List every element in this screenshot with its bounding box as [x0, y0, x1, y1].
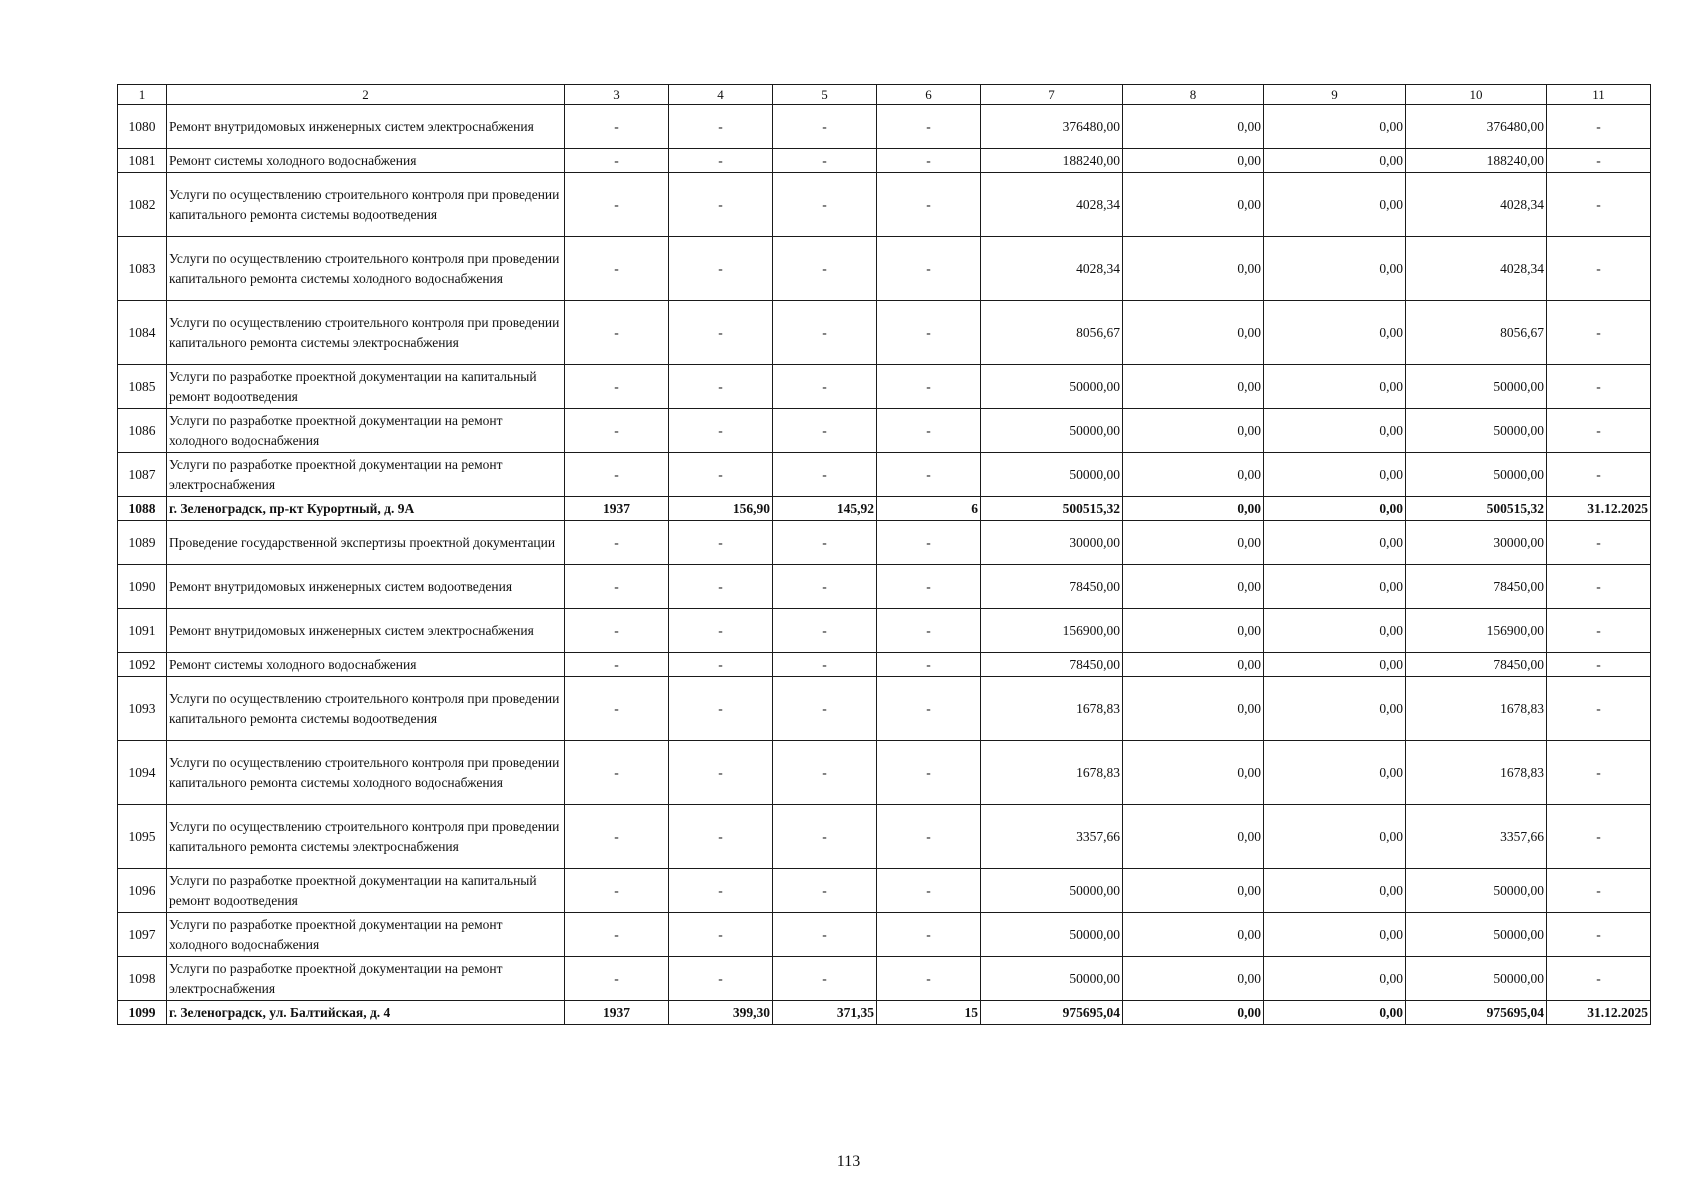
table-cell-col3: -	[565, 957, 669, 1001]
table-cell-col11: -	[1547, 453, 1651, 497]
table-cell-col7: 50000,00	[981, 913, 1123, 957]
table-cell-col7: 1678,83	[981, 677, 1123, 741]
table-cell-col6: 6	[877, 497, 981, 521]
table-cell-col1: 1090	[118, 565, 167, 609]
table-cell-col4: -	[669, 301, 773, 365]
table-cell-col10: 50000,00	[1406, 365, 1547, 409]
table-cell-col3: -	[565, 565, 669, 609]
table-cell-col7: 500515,32	[981, 497, 1123, 521]
col-header: 1	[118, 85, 167, 105]
table-cell-col5: -	[773, 609, 877, 653]
table-cell-col8: 0,00	[1123, 497, 1264, 521]
table-cell-col10: 4028,34	[1406, 173, 1547, 237]
table-cell-col3: -	[565, 149, 669, 173]
table-row	[118, 301, 1651, 365]
table-row	[118, 957, 1651, 1001]
table-cell-col3: -	[565, 913, 669, 957]
table-cell-col7: 8056,67	[981, 301, 1123, 365]
table-cell-col9: 0,00	[1264, 365, 1406, 409]
table-cell-col5: -	[773, 653, 877, 677]
table-row	[118, 741, 1651, 805]
table-cell-col1: 1094	[118, 741, 167, 805]
table-cell-col8: 0,00	[1123, 913, 1264, 957]
table-cell-col1: 1098	[118, 957, 167, 1001]
table-cell-col2: Услуги по осуществлению строительного контроля при проведении капитального ремонта системы водоотведения	[167, 677, 565, 741]
table-cell-col5: -	[773, 805, 877, 869]
table-cell-col4: -	[669, 653, 773, 677]
table-cell-col10: 3357,66	[1406, 805, 1547, 869]
table-cell-col7: 1678,83	[981, 741, 1123, 805]
table-cell-col7: 4028,34	[981, 173, 1123, 237]
col-header: 10	[1406, 85, 1547, 105]
table-row	[118, 149, 1651, 173]
table-cell-col3: -	[565, 173, 669, 237]
table-cell-col2: г. Зеленоградск, пр-кт Курортный, д. 9А	[167, 497, 565, 521]
table-cell-col3: -	[565, 365, 669, 409]
table-row	[118, 453, 1651, 497]
table-cell-col8: 0,00	[1123, 237, 1264, 301]
table-cell-col5: 371,35	[773, 1001, 877, 1025]
table-cell-col4: -	[669, 741, 773, 805]
table-cell-col5: -	[773, 453, 877, 497]
table-cell-col9: 0,00	[1264, 237, 1406, 301]
table-cell-col6: -	[877, 869, 981, 913]
table-cell-col1: 1099	[118, 1001, 167, 1025]
table-cell-col11: -	[1547, 565, 1651, 609]
table-cell-col11: -	[1547, 105, 1651, 149]
table-cell-col3: -	[565, 653, 669, 677]
table-cell-col8: 0,00	[1123, 957, 1264, 1001]
table-cell-col1: 1081	[118, 149, 167, 173]
table-cell-col4: -	[669, 105, 773, 149]
table-row	[118, 565, 1651, 609]
col-header: 8	[1123, 85, 1264, 105]
table-row	[118, 173, 1651, 237]
table-cell-col7: 3357,66	[981, 805, 1123, 869]
table-cell-col1: 1097	[118, 913, 167, 957]
table-cell-col8: 0,00	[1123, 105, 1264, 149]
table-cell-col9: 0,00	[1264, 869, 1406, 913]
table-cell-col10: 1678,83	[1406, 677, 1547, 741]
table-cell-col1: 1091	[118, 609, 167, 653]
table-cell-col1: 1089	[118, 521, 167, 565]
table-row	[118, 653, 1651, 677]
col-header: 11	[1547, 85, 1651, 105]
table-cell-col8: 0,00	[1123, 409, 1264, 453]
table-cell-col10: 30000,00	[1406, 521, 1547, 565]
table-cell-col4: -	[669, 365, 773, 409]
table-cell-col9: 0,00	[1264, 677, 1406, 741]
col-header: 5	[773, 85, 877, 105]
table-row	[118, 365, 1651, 409]
table-cell-col9: 0,00	[1264, 565, 1406, 609]
table-cell-col11: 31.12.2025	[1547, 1001, 1651, 1025]
table-cell-col1: 1092	[118, 653, 167, 677]
table-cell-col8: 0,00	[1123, 565, 1264, 609]
table-cell-col11: -	[1547, 913, 1651, 957]
table-cell-col11: -	[1547, 409, 1651, 453]
table-cell-col10: 975695,04	[1406, 1001, 1547, 1025]
table-cell-col5: -	[773, 105, 877, 149]
table-cell-col4: -	[669, 805, 773, 869]
table-cell-col6: -	[877, 805, 981, 869]
table-cell-col3: -	[565, 869, 669, 913]
table-cell-col2: Услуги по разработке проектной документации на ремонт электроснабжения	[167, 453, 565, 497]
table-row	[118, 913, 1651, 957]
table-cell-col7: 50000,00	[981, 365, 1123, 409]
table-cell-col5: -	[773, 869, 877, 913]
table-cell-col6: -	[877, 741, 981, 805]
table-cell-col2: Ремонт внутридомовых инженерных систем электроснабжения	[167, 105, 565, 149]
table-cell-col1: 1086	[118, 409, 167, 453]
table-cell-col7: 30000,00	[981, 521, 1123, 565]
table-cell-col9: 0,00	[1264, 301, 1406, 365]
table-cell-col10: 50000,00	[1406, 453, 1547, 497]
table-cell-col5: -	[773, 173, 877, 237]
table-cell-col5: 145,92	[773, 497, 877, 521]
col-header: 2	[167, 85, 565, 105]
table-cell-col9: 0,00	[1264, 409, 1406, 453]
table-cell-col6: -	[877, 565, 981, 609]
table-cell-col4: -	[669, 173, 773, 237]
table-cell-col7: 975695,04	[981, 1001, 1123, 1025]
table-row	[118, 869, 1651, 913]
table-cell-col10: 156900,00	[1406, 609, 1547, 653]
table-cell-col3: -	[565, 677, 669, 741]
table-row	[118, 237, 1651, 301]
table-cell-col4: -	[669, 677, 773, 741]
table-row	[118, 409, 1651, 453]
table-cell-col4: -	[669, 453, 773, 497]
table-cell-col3: -	[565, 521, 669, 565]
table-cell-col6: -	[877, 149, 981, 173]
table-cell-col5: -	[773, 957, 877, 1001]
table-cell-col7: 188240,00	[981, 149, 1123, 173]
table-cell-col5: -	[773, 913, 877, 957]
table-cell-col2: Ремонт внутридомовых инженерных систем электроснабжения	[167, 609, 565, 653]
table-cell-col11: -	[1547, 301, 1651, 365]
table-row	[118, 805, 1651, 869]
table-cell-col11: -	[1547, 677, 1651, 741]
table-cell-col2: Услуги по осуществлению строительного контроля при проведении капитального ремонта системы электроснабжения	[167, 805, 565, 869]
table-cell-col9: 0,00	[1264, 653, 1406, 677]
table-cell-col1: 1083	[118, 237, 167, 301]
table-row	[118, 677, 1651, 741]
table-cell-col7: 78450,00	[981, 565, 1123, 609]
table-cell-col9: 0,00	[1264, 805, 1406, 869]
table-cell-col6: -	[877, 677, 981, 741]
table-cell-col10: 500515,32	[1406, 497, 1547, 521]
table-cell-col11: -	[1547, 609, 1651, 653]
table-cell-col11: -	[1547, 149, 1651, 173]
table-cell-col9: 0,00	[1264, 1001, 1406, 1025]
table-cell-col1: 1085	[118, 365, 167, 409]
table-cell-col9: 0,00	[1264, 105, 1406, 149]
table-cell-col8: 0,00	[1123, 869, 1264, 913]
table-cell-col2: г. Зеленоградск, ул. Балтийская, д. 4	[167, 1001, 565, 1025]
col-header: 4	[669, 85, 773, 105]
table-cell-col9: 0,00	[1264, 913, 1406, 957]
table-cell-col5: -	[773, 237, 877, 301]
table-cell-col11: -	[1547, 365, 1651, 409]
table-cell-col7: 4028,34	[981, 237, 1123, 301]
data-table	[117, 84, 1651, 1025]
table-cell-col6: -	[877, 237, 981, 301]
table-cell-col8: 0,00	[1123, 805, 1264, 869]
table-cell-col8: 0,00	[1123, 365, 1264, 409]
table-cell-col2: Услуги по разработке проектной документации на ремонт электроснабжения	[167, 957, 565, 1001]
table-cell-col4: -	[669, 149, 773, 173]
table-cell-col3: -	[565, 237, 669, 301]
table-cell-col11: -	[1547, 173, 1651, 237]
table-cell-col2: Ремонт внутридомовых инженерных систем водоотведения	[167, 565, 565, 609]
table-cell-col9: 0,00	[1264, 521, 1406, 565]
table-cell-col1: 1093	[118, 677, 167, 741]
table-row	[118, 521, 1651, 565]
table-cell-col4: -	[669, 609, 773, 653]
table-cell-col3: 1937	[565, 1001, 669, 1025]
table-cell-col2: Ремонт системы холодного водоснабжения	[167, 149, 565, 173]
table-cell-col8: 0,00	[1123, 741, 1264, 805]
col-header: 9	[1264, 85, 1406, 105]
table-cell-col10: 4028,34	[1406, 237, 1547, 301]
table-cell-col6: -	[877, 301, 981, 365]
page-number: 113	[836, 1153, 861, 1170]
table-cell-col10: 376480,00	[1406, 105, 1547, 149]
table-cell-col5: -	[773, 741, 877, 805]
table-cell-col5: -	[773, 365, 877, 409]
table-cell-col4: -	[669, 913, 773, 957]
table-cell-col4: 156,90	[669, 497, 773, 521]
table-cell-col2: Услуги по разработке проектной документации на капитальный ремонт водоотведения	[167, 365, 565, 409]
table-cell-col5: -	[773, 565, 877, 609]
table-cell-col2: Ремонт системы холодного водоснабжения	[167, 653, 565, 677]
table-cell-col4: -	[669, 565, 773, 609]
table-cell-col2: Услуги по осуществлению строительного контроля при проведении капитального ремонта системы водоотведения	[167, 173, 565, 237]
table-cell-col2: Услуги по разработке проектной документации на ремонт холодного водоснабжения	[167, 913, 565, 957]
table-cell-col9: 0,00	[1264, 957, 1406, 1001]
table-cell-col6: -	[877, 521, 981, 565]
table-cell-col5: -	[773, 149, 877, 173]
table-cell-col4: -	[669, 521, 773, 565]
table-cell-col1: 1088	[118, 497, 167, 521]
table-cell-col9: 0,00	[1264, 741, 1406, 805]
table-cell-col3: -	[565, 409, 669, 453]
table-cell-col2: Услуги по осуществлению строительного контроля при проведении капитального ремонта системы электроснабжения	[167, 301, 565, 365]
table-cell-col6: -	[877, 409, 981, 453]
table-cell-col7: 376480,00	[981, 105, 1123, 149]
table-cell-col4: -	[669, 869, 773, 913]
table-cell-col4: -	[669, 957, 773, 1001]
table-cell-col3: -	[565, 805, 669, 869]
table-cell-col7: 50000,00	[981, 453, 1123, 497]
table-cell-col3: -	[565, 741, 669, 805]
table-cell-col7: 78450,00	[981, 653, 1123, 677]
table-cell-col6: -	[877, 913, 981, 957]
table-cell-col2: Проведение государственной экспертизы проектной документации	[167, 521, 565, 565]
table-cell-col6: -	[877, 365, 981, 409]
table-cell-col11: -	[1547, 869, 1651, 913]
table-cell-col3: 1937	[565, 497, 669, 521]
table-cell-col9: 0,00	[1264, 149, 1406, 173]
table-row	[118, 497, 1651, 521]
table-row	[118, 609, 1651, 653]
table-cell-col6: -	[877, 453, 981, 497]
table-cell-col7: 50000,00	[981, 409, 1123, 453]
table-cell-col1: 1095	[118, 805, 167, 869]
table-cell-col8: 0,00	[1123, 301, 1264, 365]
table-cell-col1: 1082	[118, 173, 167, 237]
table-cell-col7: 156900,00	[981, 609, 1123, 653]
table-cell-col8: 0,00	[1123, 149, 1264, 173]
table-cell-col8: 0,00	[1123, 653, 1264, 677]
table-cell-col5: -	[773, 409, 877, 453]
col-header: 3	[565, 85, 669, 105]
table-cell-col1: 1096	[118, 869, 167, 913]
table-cell-col11: -	[1547, 741, 1651, 805]
table-row	[118, 1001, 1651, 1025]
table-cell-col5: -	[773, 301, 877, 365]
table-cell-col8: 0,00	[1123, 677, 1264, 741]
table-cell-col8: 0,00	[1123, 173, 1264, 237]
table-cell-col5: -	[773, 677, 877, 741]
table-cell-col7: 50000,00	[981, 957, 1123, 1001]
table-cell-col10: 78450,00	[1406, 653, 1547, 677]
table-cell-col6: -	[877, 105, 981, 149]
table-cell-col6: 15	[877, 1001, 981, 1025]
table-cell-col2: Услуги по осуществлению строительного контроля при проведении капитального ремонта системы холодного водоснабжения	[167, 237, 565, 301]
table-cell-col4: 399,30	[669, 1001, 773, 1025]
table-cell-col6: -	[877, 173, 981, 237]
table-cell-col8: 0,00	[1123, 521, 1264, 565]
table-cell-col11: -	[1547, 521, 1651, 565]
table-cell-col6: -	[877, 653, 981, 677]
table-cell-col8: 0,00	[1123, 609, 1264, 653]
table-cell-col1: 1080	[118, 105, 167, 149]
table-cell-col5: -	[773, 521, 877, 565]
table-cell-col11: -	[1547, 805, 1651, 869]
table-cell-col9: 0,00	[1264, 497, 1406, 521]
table-cell-col10: 50000,00	[1406, 409, 1547, 453]
col-header: 7	[981, 85, 1123, 105]
column-number-row	[118, 85, 1651, 105]
table-cell-col10: 1678,83	[1406, 741, 1547, 805]
table-cell-col8: 0,00	[1123, 453, 1264, 497]
table-cell-col10: 78450,00	[1406, 565, 1547, 609]
table-cell-col8: 0,00	[1123, 1001, 1264, 1025]
table-cell-col9: 0,00	[1264, 609, 1406, 653]
table-cell-col10: 8056,67	[1406, 301, 1547, 365]
table-cell-col11: 31.12.2025	[1547, 497, 1651, 521]
table-cell-col10: 50000,00	[1406, 913, 1547, 957]
table-cell-col7: 50000,00	[981, 869, 1123, 913]
table-cell-col3: -	[565, 609, 669, 653]
table-cell-col3: -	[565, 301, 669, 365]
table-cell-col1: 1087	[118, 453, 167, 497]
col-header: 6	[877, 85, 981, 105]
table-cell-col10: 188240,00	[1406, 149, 1547, 173]
table-cell-col10: 50000,00	[1406, 957, 1547, 1001]
table-cell-col10: 50000,00	[1406, 869, 1547, 913]
table-cell-col6: -	[877, 957, 981, 1001]
table-cell-col11: -	[1547, 653, 1651, 677]
table-cell-col4: -	[669, 237, 773, 301]
table-cell-col11: -	[1547, 237, 1651, 301]
table-cell-col6: -	[877, 609, 981, 653]
table-cell-col2: Услуги по разработке проектной документации на капитальный ремонт водоотведения	[167, 869, 565, 913]
table-cell-col3: -	[565, 453, 669, 497]
table-cell-col2: Услуги по осуществлению строительного контроля при проведении капитального ремонта системы холодного водоснабжения	[167, 741, 565, 805]
table-cell-col3: -	[565, 105, 669, 149]
table-cell-col9: 0,00	[1264, 173, 1406, 237]
table-cell-col1: 1084	[118, 301, 167, 365]
table-cell-col11: -	[1547, 957, 1651, 1001]
table-cell-col4: -	[669, 409, 773, 453]
table-cell-col2: Услуги по разработке проектной документации на ремонт холодного водоснабжения	[167, 409, 565, 453]
table-cell-col9: 0,00	[1264, 453, 1406, 497]
table-row	[118, 105, 1651, 149]
